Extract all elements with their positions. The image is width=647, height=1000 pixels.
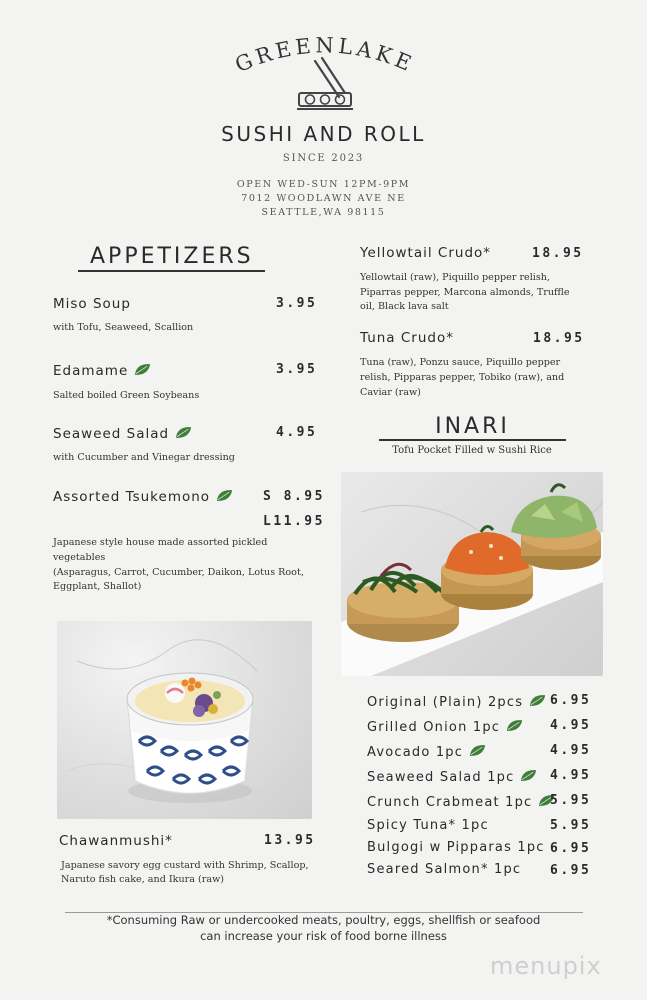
menu-item-description: Japanese savory egg custard with Shrimp, Scallop, bbox=[61, 860, 309, 871]
menu-item-description: Salted boiled Green Soybeans bbox=[53, 390, 200, 401]
vegan-leaf-icon bbox=[505, 718, 524, 733]
inari-item-price: 4.95 bbox=[550, 768, 592, 783]
inari-item-name: Crunch Crabmeat 1pc bbox=[367, 795, 533, 810]
inari-item-price: 4.95 bbox=[550, 718, 592, 733]
inari-heading: INARI bbox=[435, 414, 510, 439]
restaurant-title: SUSHI AND ROLL bbox=[221, 122, 426, 146]
menu-item-name: Edamame bbox=[53, 363, 129, 379]
vegan-leaf-icon bbox=[174, 425, 193, 440]
menu-item-description: oil, Black lava salt bbox=[360, 301, 449, 312]
inari-item-seaweed-salad bbox=[367, 768, 538, 785]
menu-item-price: 4.95 bbox=[276, 425, 318, 440]
inari-photo bbox=[341, 472, 603, 676]
inari-subheading: Tofu Pocket Filled w Sushi Rice bbox=[392, 445, 552, 456]
menu-item-description: Japanese style house made assorted pickled bbox=[53, 537, 268, 548]
inari-item-price: 6.95 bbox=[550, 841, 592, 856]
chawanmushi-cup-illustration bbox=[57, 621, 312, 819]
vegan-leaf-icon bbox=[133, 362, 152, 377]
menu-item-description: relish, Pipparas pepper, Tobiko (raw), and bbox=[360, 372, 565, 383]
vegan-leaf-icon bbox=[468, 743, 487, 758]
menu-item-name: Yellowtail Crudo* bbox=[360, 245, 492, 261]
inari-item-original bbox=[367, 693, 547, 710]
menu-item-price: 3.95 bbox=[276, 296, 318, 311]
inari-item-price: 4.95 bbox=[550, 743, 592, 758]
menu-item-name: Assorted Tsukemono bbox=[53, 489, 211, 505]
vegan-leaf-icon bbox=[519, 768, 538, 783]
chawanmushi-photo bbox=[57, 621, 312, 819]
inari-item-avocado bbox=[367, 743, 487, 760]
menu-item-tsukemono bbox=[53, 488, 234, 505]
menu-item-description: (Asparagus, Carrot, Cucumber, Daikon, Lotus Root, bbox=[53, 567, 304, 578]
inari-item-price: 5.95 bbox=[550, 818, 592, 833]
menu-item-price-large: L11.95 bbox=[263, 514, 325, 529]
inari-item-price: 6.95 bbox=[550, 863, 592, 878]
appetizers-underline bbox=[78, 270, 265, 272]
sushi-chopsticks-logo-icon bbox=[295, 55, 355, 115]
inari-item-name: Grilled Onion 1pc bbox=[367, 720, 501, 735]
inari-item-name: Bulgogi w Pipparas 1pc bbox=[367, 840, 545, 855]
vegan-leaf-icon bbox=[528, 693, 547, 708]
menu-item-name: Miso Soup bbox=[53, 296, 131, 312]
menu-item-description: with Tofu, Seaweed, Scallion bbox=[53, 322, 194, 333]
address-city: SEATTLE,WA 98115 bbox=[261, 207, 386, 218]
menu-item-price-small: S 8.95 bbox=[263, 489, 325, 504]
inari-item-crunch-crabmeat bbox=[367, 793, 556, 810]
menu-item-description: Yellowtail (raw), Piquillo pepper relish, bbox=[360, 272, 551, 283]
menupix-watermark: menupix bbox=[490, 952, 602, 980]
inari-item-price: 5.95 bbox=[550, 793, 592, 808]
menu-item-description: Tuna (raw), Ponzu sauce, Piquillo pepper bbox=[360, 357, 561, 368]
inari-item-name: Seaweed Salad 1pc bbox=[367, 770, 515, 785]
inari-item-name: Avocado 1pc bbox=[367, 745, 464, 760]
menu-item-name: Seaweed Salad bbox=[53, 426, 170, 442]
menu-item-description: vegetables bbox=[53, 552, 106, 563]
menu-item-price: 13.95 bbox=[264, 833, 316, 848]
brand-name: GREENLAKE bbox=[231, 33, 419, 78]
inari-item-name: Original (Plain) 2pcs bbox=[367, 695, 524, 710]
menu-item-price: 18.95 bbox=[533, 331, 585, 346]
address-street: 7012 WOODLAWN AVE NE bbox=[241, 193, 406, 204]
inari-item-name: Spicy Tuna* 1pc bbox=[367, 818, 489, 833]
menu-item-seaweed-salad bbox=[53, 425, 193, 442]
inari-underline bbox=[379, 439, 566, 441]
menu-item-description: Caviar (raw) bbox=[360, 387, 421, 398]
since-year: SINCE 2023 bbox=[282, 153, 365, 164]
inari-plate-illustration bbox=[341, 472, 603, 676]
inari-item-grilled-onion bbox=[367, 718, 524, 735]
menu-item-price: 18.95 bbox=[532, 246, 584, 261]
inari-item-name: Seared Salmon* 1pc bbox=[367, 862, 522, 877]
menu-item-description: Naruto fish cake, and Ikura (raw) bbox=[61, 874, 225, 885]
menu-item-name: Chawanmushi* bbox=[59, 833, 173, 849]
menu-item-description: Eggplant, Shallot) bbox=[53, 581, 142, 592]
menu-item-description: Piparras pepper, Marcona almonds, Truffle bbox=[360, 287, 570, 298]
appetizers-heading: APPETIZERS bbox=[90, 244, 254, 269]
menu-item-name: Tuna Crudo* bbox=[360, 330, 454, 346]
raw-food-warning-line1: *Consuming Raw or undercooked meats, poultry, eggs, shellfish or seafood bbox=[106, 913, 541, 927]
menu-item-edamame bbox=[53, 362, 152, 379]
menu-item-description: with Cucumber and Vinegar dressing bbox=[53, 452, 235, 463]
menu-item-price: 3.95 bbox=[276, 362, 318, 377]
raw-food-warning-line2: can increase your risk of food borne illness bbox=[200, 929, 447, 943]
vegan-leaf-icon bbox=[215, 488, 234, 503]
inari-item-price: 6.95 bbox=[550, 693, 592, 708]
opening-hours: OPEN WED-SUN 12PM-9PM bbox=[236, 179, 411, 190]
